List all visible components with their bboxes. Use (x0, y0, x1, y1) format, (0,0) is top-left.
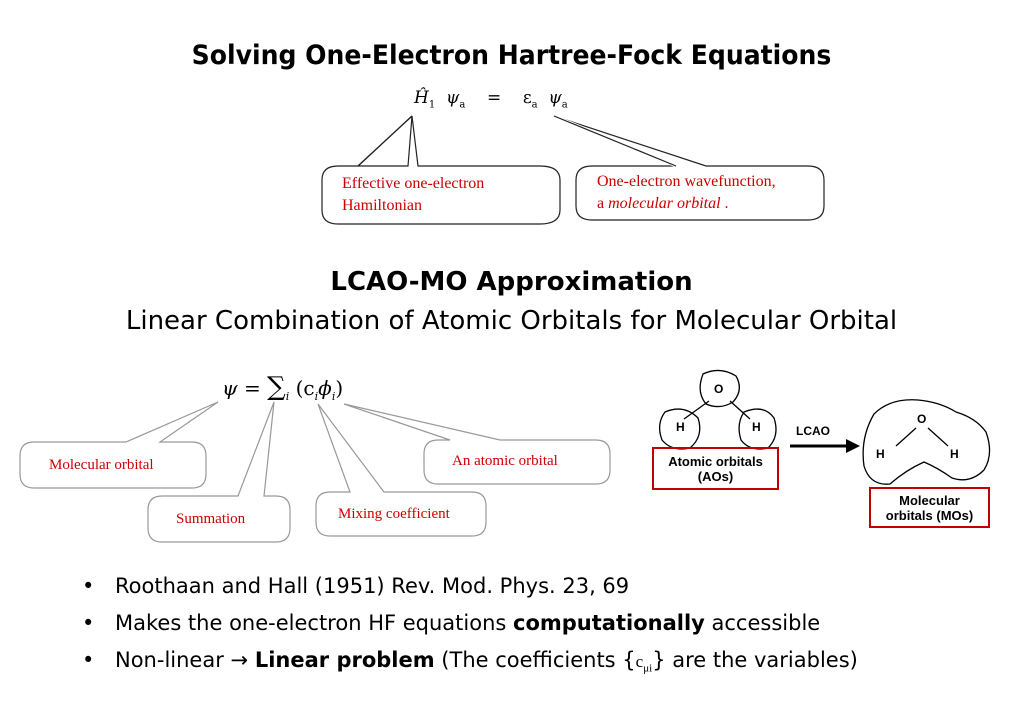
bullet-text-3-bold: Linear problem (254, 648, 435, 672)
epsilon-subscript: a (531, 99, 538, 111)
wavefunction-suffix: . (720, 195, 729, 212)
coefficient-close: ) (335, 376, 344, 400)
sum-symbol: ∑ (267, 372, 286, 402)
hamiltonian-subscript: 1 (428, 99, 436, 111)
bullet-item-1 (82, 568, 858, 605)
wavefunction-prefix: a (597, 195, 609, 212)
bullet-text-2-bold: computationally (513, 611, 705, 635)
atom-h-left-2: H (752, 420, 761, 434)
bullet-text-3-post: } are the variables) (652, 648, 858, 672)
coefficient-open: (c (295, 376, 315, 400)
hamiltonian-callout-line2: Hamiltonian (342, 197, 422, 214)
lcao-arrow-icon (846, 439, 860, 453)
right-arrow-icon: → (230, 648, 249, 672)
psi-symbol: ψ (446, 88, 460, 108)
atomic-orbital-label: An atomic orbital (452, 453, 558, 469)
equals-sign: = (486, 88, 502, 108)
lcao-equation (222, 372, 343, 403)
bullet-list (82, 568, 858, 687)
phi-subscript: i (331, 390, 336, 403)
lcao-arrow-label: LCAO (796, 424, 830, 438)
coefficient-symbol (635, 652, 653, 675)
psi-lhs: ψ (222, 376, 238, 400)
molecular-orbital-label: Molecular orbital (49, 457, 154, 473)
lcao-equals: = (244, 376, 261, 400)
epsilon-symbol: ε (522, 88, 532, 108)
molecular-orbitals-caption-line2: orbitals (MOs) (885, 508, 974, 523)
psi-subscript: a (459, 99, 466, 111)
psi-symbol-2: ψ (548, 88, 562, 108)
hamiltonian-symbol: Ĥ (414, 88, 429, 108)
summation-label: Summation (176, 511, 246, 527)
c-subscript: i (314, 390, 319, 403)
atom-h-right-1: H (876, 447, 885, 461)
hamiltonian-callout (342, 173, 484, 217)
atom-o-right: O (917, 412, 927, 426)
molecular-orbitals-caption (871, 493, 988, 523)
atomic-orbital-callout-bubble (344, 404, 610, 484)
atomic-orbitals-caption (654, 454, 777, 484)
bullet-dot: • (82, 574, 95, 598)
bullet-text-2-pre: Makes the one-electron HF equations (115, 611, 514, 635)
section-subheading: Linear Combination of Atomic Orbitals for Molecular Orbital (125, 306, 898, 336)
bullet-text-3-mid: (The coefficients { (434, 648, 636, 672)
bullet-text-3-pre: Non-linear (115, 648, 231, 672)
atom-o-left: O (714, 382, 724, 396)
mixing-coefficient-label: Mixing coefficient (338, 506, 450, 522)
atomic-orbitals-caption-line2: (AOs) (697, 469, 734, 484)
psi-subscript-2: a (561, 99, 568, 111)
atom-h-left-1: H (676, 420, 685, 434)
atom-h-right-2: H (950, 447, 959, 461)
sum-subscript: i (285, 390, 290, 403)
wavefunction-callout-line1: One-electron wavefunction, (597, 173, 776, 190)
wavefunction-callout-line2 (597, 193, 776, 215)
bullet-dot: • (82, 648, 95, 672)
wavefunction-callout (597, 171, 776, 215)
atomic-orbitals-caption-line1: Atomic orbitals (668, 454, 763, 469)
phi-symbol: ϕ (318, 376, 332, 400)
bullet-dot: • (82, 611, 95, 635)
coefficient-c: c (635, 652, 644, 671)
bullet-text-2-post: accessible (704, 611, 821, 635)
section-heading: LCAO-MO Approximation (330, 267, 693, 297)
page-title: Solving One-Electron Hartree-Fock Equations (191, 40, 832, 71)
hamiltonian-callout-line1: Effective one-electron (342, 175, 485, 192)
molecular-orbital-callout-bubble (20, 402, 218, 488)
coefficient-subscript: μi (643, 662, 653, 675)
bullet-text-1: Roothaan and Hall (1951) Rev. Mod. Phys. 23, 69 (115, 574, 630, 598)
bullet-item-2 (82, 605, 858, 642)
molecular-orbitals-caption-line1: Molecular (899, 493, 960, 508)
molecular-orbital-italic: molecular orbital (608, 195, 721, 212)
bullet-item-3 (82, 642, 858, 687)
